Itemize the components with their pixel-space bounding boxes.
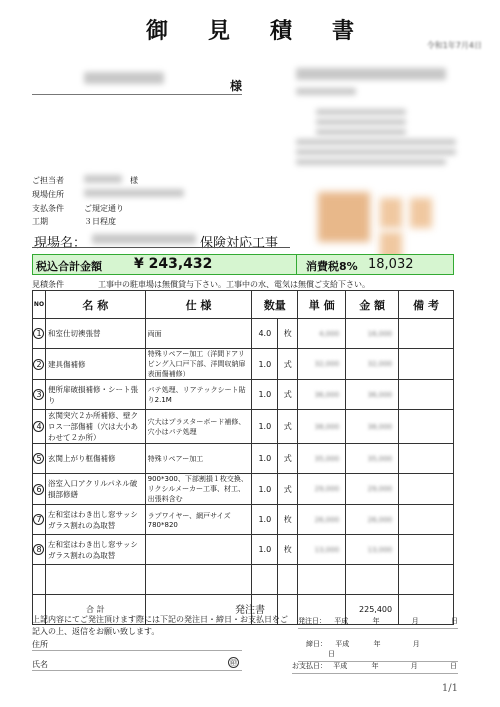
row-amount (346, 410, 399, 444)
company-logo-redacted (318, 192, 370, 242)
close-date-month: 月 (412, 640, 420, 648)
payment-value: ご規定通り (84, 204, 124, 213)
row-price (298, 474, 346, 505)
row-amount-text: 32,000 (367, 360, 393, 368)
row-name-text: 建具傷補修 (47, 359, 86, 369)
row-unit (278, 349, 298, 380)
row-price-text: 38,000 (314, 422, 340, 431)
row-spec (145, 319, 252, 349)
row-qty (252, 505, 278, 535)
row-number: 8 (33, 544, 44, 555)
row-qty-text: 4.0 (258, 329, 272, 338)
row-name-text: 左和室はわき出し窓サッシガラス割れの為取替 (47, 509, 138, 530)
row-spec (145, 505, 252, 535)
document-title: 御見積書 (145, 18, 394, 44)
row-amount-text: 26,000 (367, 515, 393, 524)
table-row (33, 349, 454, 380)
row-name (45, 535, 145, 565)
close-date-year: 年 (373, 640, 381, 648)
row-amount-text: 38,000 (367, 422, 393, 431)
row-number: 4 (33, 421, 44, 432)
row-amount (346, 319, 399, 349)
row-amount (346, 444, 399, 474)
row-qty (252, 380, 278, 410)
row-price-text: 13,000 (314, 545, 340, 554)
order-date-row (298, 616, 458, 629)
conditions-text: 工事中の駐車場は無償貸与下さい。工事中の水、電気は無償ご支給下さい。 (98, 280, 370, 289)
table-row (33, 535, 454, 565)
row-unit (278, 535, 298, 565)
site-underline (32, 247, 290, 248)
row-spec-text: ラプワイヤー、網戸サイズ780*820 (147, 511, 231, 529)
order-name-label: 氏名 (32, 660, 48, 669)
row-remarks (399, 380, 454, 410)
row-amount (346, 349, 399, 380)
row-qty-text: 1.0 (258, 390, 272, 399)
row-unit-text: 枚 (283, 515, 292, 524)
row-qty (252, 444, 278, 474)
close-date-day: 日 (328, 650, 335, 658)
row-remarks (399, 444, 454, 474)
row-name-text: 玄関上がり框傷補修 (47, 454, 116, 463)
row-price-text: 35,000 (314, 454, 340, 463)
order-date-month: 月 (411, 617, 419, 625)
row-unit-text: 式 (283, 454, 292, 463)
pay-date-month: 月 (410, 662, 418, 670)
row-spec (145, 535, 252, 565)
close-date-era: 平成 (335, 640, 350, 648)
row-unit (278, 505, 298, 535)
close-date-label: 締日： (306, 640, 327, 648)
row-amount-text: 13,000 (367, 545, 393, 554)
header-unit-price: 単 価 (298, 291, 346, 319)
order-form-text: 上記内容にてご発注頂けます際には下記の発注日・締日・お支払日をご記入の上、返信をお願い致します。 (32, 615, 288, 636)
row-qty-text: 1.0 (258, 545, 272, 554)
row-price-text: 36,000 (314, 390, 340, 399)
pay-date-day: 日 (449, 662, 457, 670)
row-unit (278, 410, 298, 444)
conditions-label: 見積条件 (32, 280, 64, 289)
items-table (32, 290, 454, 625)
payment-label: 支払条件 (32, 204, 64, 213)
row-unit-text: 式 (283, 484, 292, 494)
row-price (298, 505, 346, 535)
row-name-text: 玄関突穴２か所補修、壁クロス一部傷補（穴は大小あわせて２か所） (47, 411, 138, 442)
row-unit-text: 式 (283, 422, 292, 431)
row-no (33, 474, 46, 505)
row-name (45, 444, 145, 474)
row-remarks (399, 474, 454, 505)
table-row (33, 444, 454, 474)
company-seals-redacted (380, 198, 460, 236)
table-row (33, 380, 454, 410)
row-price (298, 410, 346, 444)
row-name (45, 380, 145, 410)
row-remarks (399, 535, 454, 565)
row-unit-text: 式 (283, 359, 292, 369)
contact-suffix: 様 (130, 176, 138, 185)
row-no (33, 410, 46, 444)
row-price (298, 349, 346, 380)
row-qty (252, 319, 278, 349)
row-amount-text: 16,000 (367, 329, 393, 338)
row-amount (346, 474, 399, 505)
header-no: NO (33, 291, 46, 319)
row-no (33, 380, 46, 410)
pay-date-row (292, 661, 458, 674)
total-amount: ¥ 243,432 (134, 256, 213, 272)
header-spec: 仕 様 (145, 291, 252, 319)
page-number: 1/1 (441, 683, 458, 694)
row-price (298, 380, 346, 410)
row-unit-text: 枚 (283, 545, 292, 554)
row-unit-text: 枚 (283, 329, 292, 338)
row-name (45, 505, 145, 535)
site-address-label: 現場住所 (32, 190, 64, 199)
row-name (45, 319, 145, 349)
row-amount (346, 535, 399, 565)
site-address-redacted (84, 189, 184, 197)
tax-label: 消費税8% (306, 260, 358, 273)
period-value: ３日程度 (84, 217, 116, 226)
table-row (33, 319, 454, 349)
contact-label: ご担当者 (32, 176, 64, 185)
row-amount-text: 35,000 (367, 454, 393, 463)
row-amount (346, 505, 399, 535)
total-label: 税込合計金額 (36, 260, 102, 273)
order-name-line (32, 670, 242, 671)
row-spec (145, 380, 252, 410)
row-name-text: 和室仕切襖張替 (47, 329, 101, 338)
pay-date-era: 平成 (333, 662, 348, 670)
customer-name-underline (32, 94, 242, 95)
row-remarks (399, 349, 454, 380)
row-amount-text: 36,000 (367, 390, 393, 399)
period-label: 工期 (32, 217, 48, 226)
customer-suffix: 様 (230, 79, 243, 93)
row-number: 5 (33, 453, 44, 464)
row-spec (145, 444, 252, 474)
order-address-label: 住所 (32, 640, 48, 649)
table-row (33, 410, 454, 444)
row-spec (145, 410, 252, 444)
row-name (45, 410, 145, 444)
row-price-text: 4,000 (319, 329, 340, 338)
order-form-title: 発注書 (235, 605, 265, 616)
row-no (33, 535, 46, 565)
row-qty (252, 474, 278, 505)
row-price (298, 319, 346, 349)
seal-mark: ㊞ (230, 659, 237, 667)
row-qty-text: 1.0 (258, 454, 272, 463)
row-remarks (399, 410, 454, 444)
row-no (33, 505, 46, 535)
row-unit-text: 式 (283, 390, 292, 399)
row-qty-text: 1.0 (258, 359, 272, 369)
row-number: 2 (33, 359, 44, 370)
order-date-day: 日 (450, 617, 458, 625)
row-name-text: 浴室入口アクリルパネル破損部修繕 (47, 479, 138, 499)
row-spec-text: 特殊リペアー加工（洋間ドアリビング入口戸下部、洋間収納扉表面傷補修） (147, 350, 246, 378)
row-unit (278, 380, 298, 410)
row-price-text: 29,000 (314, 485, 340, 493)
row-spec-text: 穴大はプラスターボード補修、穴小はパテ処理 (147, 417, 246, 436)
order-address-line (32, 650, 242, 651)
table-total-label: 合 計 (45, 595, 145, 625)
tax-amount: 18,032 (368, 257, 414, 272)
contact-name-redacted (84, 175, 122, 183)
row-spec (145, 474, 252, 505)
table-total-value: 225,400 (346, 595, 399, 625)
order-date-era: 平成 (334, 617, 349, 625)
table-row-empty (33, 565, 454, 595)
row-unit (278, 444, 298, 474)
row-qty-text: 1.0 (258, 515, 272, 524)
row-qty-text: 1.0 (258, 422, 272, 431)
row-amount-text: 29,000 (367, 485, 393, 493)
row-no (33, 319, 46, 349)
row-qty-text: 1.0 (258, 484, 272, 494)
row-number: 7 (33, 514, 44, 525)
row-spec (145, 349, 252, 380)
row-price-text: 26,000 (314, 515, 340, 524)
table-header-row (33, 291, 454, 319)
row-name-text: 左和室はわき出し窓サッシガラス割れの為取替 (47, 539, 138, 560)
row-amount (346, 380, 399, 410)
issue-date: 令和1年7月4日 (426, 41, 482, 50)
order-date-label: 発注日： (298, 617, 326, 625)
row-spec-text: 特殊リペアー加工 (147, 454, 204, 463)
close-date-row (298, 639, 458, 662)
pay-date-label: お支払日： (292, 662, 327, 670)
row-price (298, 444, 346, 474)
row-remarks (399, 319, 454, 349)
row-number: 1 (33, 328, 44, 339)
header-amount: 金 額 (346, 291, 399, 319)
company-block-redacted (296, 68, 466, 188)
row-qty (252, 410, 278, 444)
row-price (298, 535, 346, 565)
row-qty (252, 349, 278, 380)
row-name (45, 349, 145, 380)
row-name-text: 便所扉破損補修・シート張り (47, 384, 138, 405)
row-unit (278, 474, 298, 505)
pay-date-year: 年 (371, 662, 379, 670)
row-no (33, 349, 46, 380)
header-remarks: 備 考 (399, 291, 454, 319)
site-name-redacted (92, 234, 196, 244)
row-spec-text: 両面 (147, 329, 162, 338)
site-name-suffix: 保険対応工事 (200, 236, 279, 251)
header-qty: 数量 (252, 291, 298, 319)
site-name-label: 現場名： (34, 236, 87, 251)
table-row (33, 505, 454, 535)
row-number: 6 (33, 484, 44, 495)
row-remarks (399, 505, 454, 535)
table-row (33, 474, 454, 505)
row-spec-text: 900*300、下部割損１枚交換、リクシルメーカー工事、材工、出張料含む (147, 475, 248, 503)
header-name: 名 称 (45, 291, 145, 319)
row-qty (252, 535, 278, 565)
row-spec-text: パテ処理、リアテックシート貼り2.1M (147, 385, 246, 404)
row-name (45, 474, 145, 505)
row-number: 3 (33, 389, 44, 400)
row-unit (278, 319, 298, 349)
order-date-year: 年 (372, 617, 380, 625)
row-no (33, 444, 46, 474)
total-divider (296, 254, 297, 275)
customer-name-redacted (84, 72, 164, 84)
row-price-text: 32,000 (314, 360, 340, 368)
